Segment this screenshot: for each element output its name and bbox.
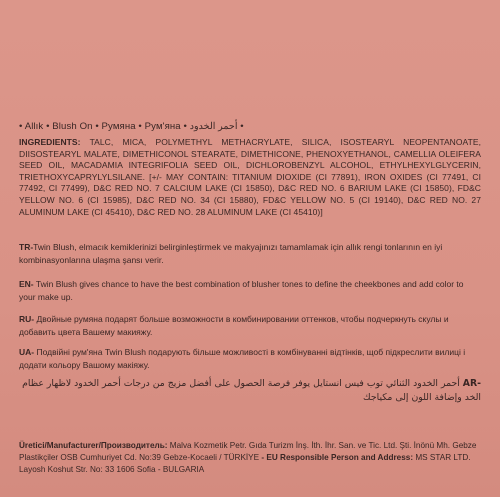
description-text-ru: Двойные румяна подарят больше возможности в комбинировании оттенков, чтобы подчеркнуть скулы и добавить цвета Вашему макияжу.	[19, 314, 449, 337]
description-text-en: Twin Blush gives chance to have the best combination of blusher tones to define the cheekbones and add color to your make up.	[19, 279, 464, 302]
ingredients-text: TALC, MICA, POLYMETHYL METHACRYLATE, SILICA, ISOSTEARYL NEOPENTANOATE, DIISOSTEARYL MALATE, DIMETHICONOL STEARATE, DIMETHICONE, PHENOXYETHANOL, CAMELLIA OLEIFERA SEED OIL, MACADAMIA INTEGRIFOLIA SEED OIL, DICHLOROBENZYL ALCOHOL, ETHYLHEXYLGLYCERIN, TRIETHOXYCAPRYLYLSILANE. [+/- MAY CONTAIN: TITANIUM DIOXIDE (CI 77891), IRON OXIDES (CI 77491, CI 77492, CI 77499), D&C RED NO. 7 CALCIUM LAKE (CI 15850), D&C RED NO. 6 BARIUM LAKE (CI 15850), FD&C YELLOW NO. 6 (CI 15985), D&C RED NO. 34 (CI 15880), FD&C YELLOW NO. 5 (CI 19140), D&C RED NO. 27 ALUMINUM LAKE (CI 45410), D&C RED NO. 28 ALUMINUM LAKE (CI 45410)]	[19, 137, 481, 217]
lang-label-en: EN-	[19, 279, 34, 289]
lang-label-tr: TR-	[19, 242, 34, 252]
lang-label-ua: UA-	[19, 347, 35, 357]
lang-label-ar: AR-	[462, 378, 481, 389]
description-text-ua: Подвійні рум'яна Twin Blush подарують більше можливості в комбінуванні відтінків, щоб підкреслити вилиці і додати кольору Вашому макіяжу.	[19, 347, 466, 370]
description-tr	[19, 241, 481, 266]
description-ar	[19, 377, 481, 404]
product-names: • Allık • Blush On • Румяна • Рум'яна • أحمر الخدود •	[19, 121, 244, 132]
manufacturer-label: Üretici/Manufacturer/Производитель:	[19, 441, 168, 450]
description-text-ar: أحمر الخدود الثنائي توب فيس انستايل يوفر فرصة الحصول على أفضل مزيج من درجات أحمر الخدود لاظهار عظام الخد وإضافة اللون إلى مكياجك	[22, 378, 481, 403]
eu-responsible-label: - EU Responsible Person and Address:	[261, 452, 414, 462]
description-ru	[19, 313, 481, 338]
lang-label-ru: RU-	[19, 314, 35, 324]
ingredients-block	[19, 137, 481, 218]
description-text-tr: Twin Blush, elmacık kemiklerinizi belirginleştirmek ve makyajınızı tamamlamak için allık rengi tonlarının en iyi kombinasyonlarına ulaşma şansı verir.	[19, 242, 443, 265]
manufacturer-info	[19, 440, 481, 475]
manufacturer-text: Malva Kozmetik Petr. Gıda Turizm İnş. İth. İhr. San. ve Tic. Ltd. Şti. İnönü Mh. Gebze Plastikçiler OSB Cumhuriyet Cd. No:39 Gebze-Kocaeli / TÜRKİYE	[19, 441, 477, 462]
description-en	[19, 278, 481, 303]
description-ua	[19, 346, 481, 371]
eu-responsible-text: MS STAR LTD. Layosh Koshut Str. No: 33 1606 Sofia - BULGARIA	[19, 452, 471, 474]
ingredients-label: INGREDIENTS:	[19, 137, 81, 147]
